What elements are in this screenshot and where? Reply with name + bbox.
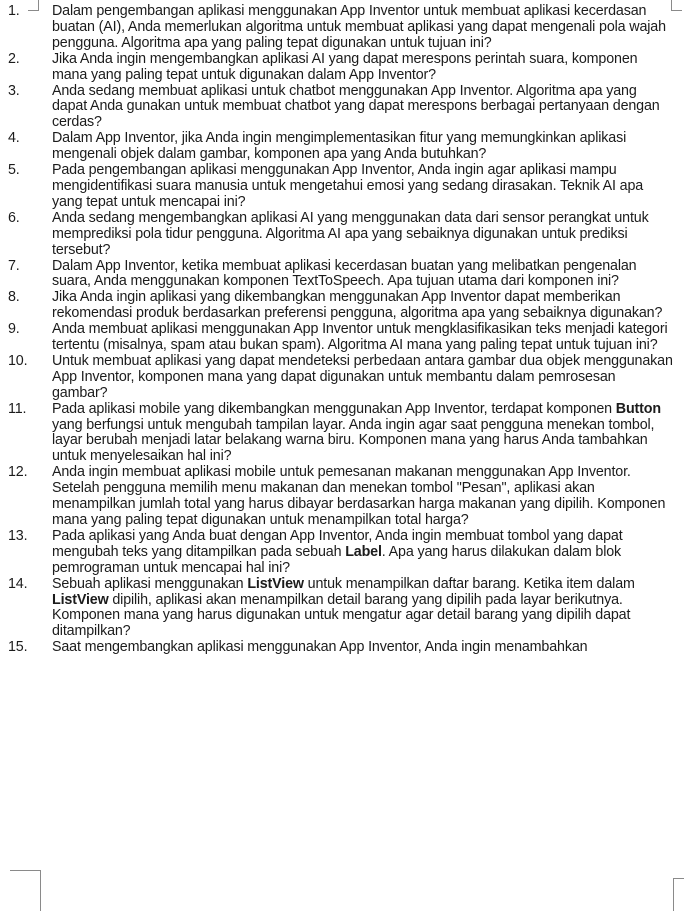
question-number: 14. — [8, 575, 28, 592]
question-number: 5. — [8, 162, 20, 179]
question-text: Anda sedang mengembangkan aplikasi AI yang menggunakan data dari sensor perangkat untuk memprediksi pola tidur pengguna. Algoritma AI apa yang sebaiknya digunakan untuk prediksi tersebut? — [52, 209, 649, 258]
question-item — [0, 402, 684, 466]
question-item — [0, 211, 684, 259]
crop-mark-bottom-right — [673, 878, 684, 911]
question-number: 8. — [8, 289, 20, 306]
question-text — [52, 576, 635, 640]
question-text-bold: ListView — [52, 591, 109, 608]
question-item — [0, 52, 684, 84]
question-text: Jika Anda ingin mengembangkan aplikasi AI yang dapat merespons perintah suara, komponen mana yang paling tepat untuk digunakan dalam App Inventor? — [52, 50, 638, 83]
question-item — [0, 354, 684, 402]
question-text-part: Pada aplikasi yang Anda buat dengan App Inventor, Anda ingin membuat tombol yang dapat mengubah teks yang ditampilkan pada sebuah — [52, 527, 623, 560]
question-number: 2. — [8, 50, 20, 67]
question-text-part: . Apa yang harus dilakukan dalam blok pemrograman untuk mencapai hal ini? — [52, 543, 622, 576]
question-number: 9. — [8, 321, 20, 338]
question-item — [0, 577, 684, 641]
question-text-part: untuk menampilkan daftar barang. Ketika item dalam — [303, 575, 635, 592]
question-item — [0, 163, 684, 211]
question-text: Dalam pengembangan aplikasi menggunakan App Inventor untuk membuat aplikasi kecerdasan buatan (AI), Anda memerlukan algoritma untuk membuat aplikasi yang dapat mengenali pola wajah pengguna. Algoritma apa yang paling tepat digunakan untuk tujuan ini? — [52, 3, 666, 51]
question-item — [0, 465, 684, 529]
question-text: Dalam App Inventor, jika Anda ingin mengimplementasikan fitur yang memungkinkan aplikasi mengenali objek dalam gambar, komponen apa yang Anda butuhkan? — [52, 130, 627, 163]
question-text-part: dipilih, aplikasi akan menampilkan detail barang yang dipilih pada layar berikutnya. Komponen mana yang harus digunakan untuk mengatur agar detail barang yang dipilih dapat ditampilkan? — [52, 591, 631, 640]
question-number: 10. — [8, 352, 28, 369]
question-text-part: yang berfungsi untuk mengubah tampilan layar. Anda ingin agar saat pengguna menekan tombol, layar berubah menjadi latar belakang warna biru. Komponen mana yang harus Anda tambahkan untuk menyelesaikan hal ini? — [52, 416, 655, 465]
question-number: 7. — [8, 257, 20, 274]
question-number: 11. — [8, 400, 27, 417]
question-text-part: Pada aplikasi mobile yang dikembangkan menggunakan App Inventor, terdapat komponen — [52, 400, 616, 417]
question-text: Dalam App Inventor, ketika membuat aplikasi kecerdasan buatan yang melibatkan pengenalan suara, Anda menggunakan komponen TextToSpeech. Apa tujuan utama dari komponen ini? — [52, 257, 637, 290]
question-number: 3. — [8, 82, 20, 99]
question-item — [0, 290, 684, 322]
question-number: 12. — [8, 464, 28, 481]
question-text: Pada pengembangan aplikasi menggunakan App Inventor, Anda ingin agar aplikasi mampu mengidentifikasi suara manusia untuk mengetahui emosi yang sedang dirasakan. Teknik AI apa yang tepat untuk mencapai ini? — [52, 162, 644, 210]
question-text-bold: ListView — [247, 575, 304, 592]
question-text: Anda sedang membuat aplikasi untuk chatbot menggunakan App Inventor. Algoritma apa yang dapat Anda gunakan untuk membuat chatbot yang dapat merespons berbagai pertanyaan dengan cerdas? — [52, 82, 660, 131]
question-item — [0, 322, 684, 354]
question-number: 15. — [8, 639, 28, 656]
question-text: Anda membuat aplikasi menggunakan App Inventor untuk mengklasifikasikan teks menjadi kategori tertentu (misalnya, spam atau bukan spam). Algoritma AI mana yang paling tepat untuk tujuan ini? — [52, 321, 668, 354]
question-text-bold: Button — [615, 400, 661, 417]
question-item — [0, 640, 684, 656]
question-item — [0, 84, 684, 132]
question-text: Untuk membuat aplikasi yang dapat mendeteksi perbedaan antara gambar dua objek menggunakan App Inventor, komponen mana yang dapat digunakan untuk membantu dalam pemrosesan gambar? — [52, 352, 673, 401]
question-text-part: Sebuah aplikasi menggunakan — [52, 575, 248, 592]
question-item — [0, 259, 684, 291]
question-text-bold: Label — [345, 543, 382, 560]
crop-mark-bottom-left — [10, 870, 41, 911]
question-number: 6. — [8, 209, 20, 226]
question-text: Anda ingin membuat aplikasi mobile untuk pemesanan makanan menggunakan App Inventor. Setelah pengguna memilih menu makanan dan menekan tombol "Pesan", aplikasi akan menampilkan jumlah total yang harus dibayar berdasarkan harga makanan yang dipilih. Komponen mana yang paling tepat digunakan untuk menampilkan total harga? — [52, 464, 666, 528]
question-text — [52, 528, 623, 576]
question-number: 1. — [8, 3, 20, 19]
question-list — [0, 4, 684, 656]
question-number: 13. — [8, 527, 28, 544]
question-number: 4. — [8, 130, 20, 147]
question-item — [0, 529, 684, 577]
question-item — [0, 4, 684, 52]
question-item — [0, 131, 684, 163]
question-text — [52, 401, 661, 465]
question-text: Jika Anda ingin aplikasi yang dikembangkan menggunakan App Inventor dapat memberikan rekomendasi produk berdasarkan preferensi pengguna, algoritma apa yang sebaiknya digunakan? — [52, 289, 663, 322]
question-text: Saat mengembangkan aplikasi menggunakan App Inventor, Anda ingin menambahkan — [52, 639, 588, 656]
